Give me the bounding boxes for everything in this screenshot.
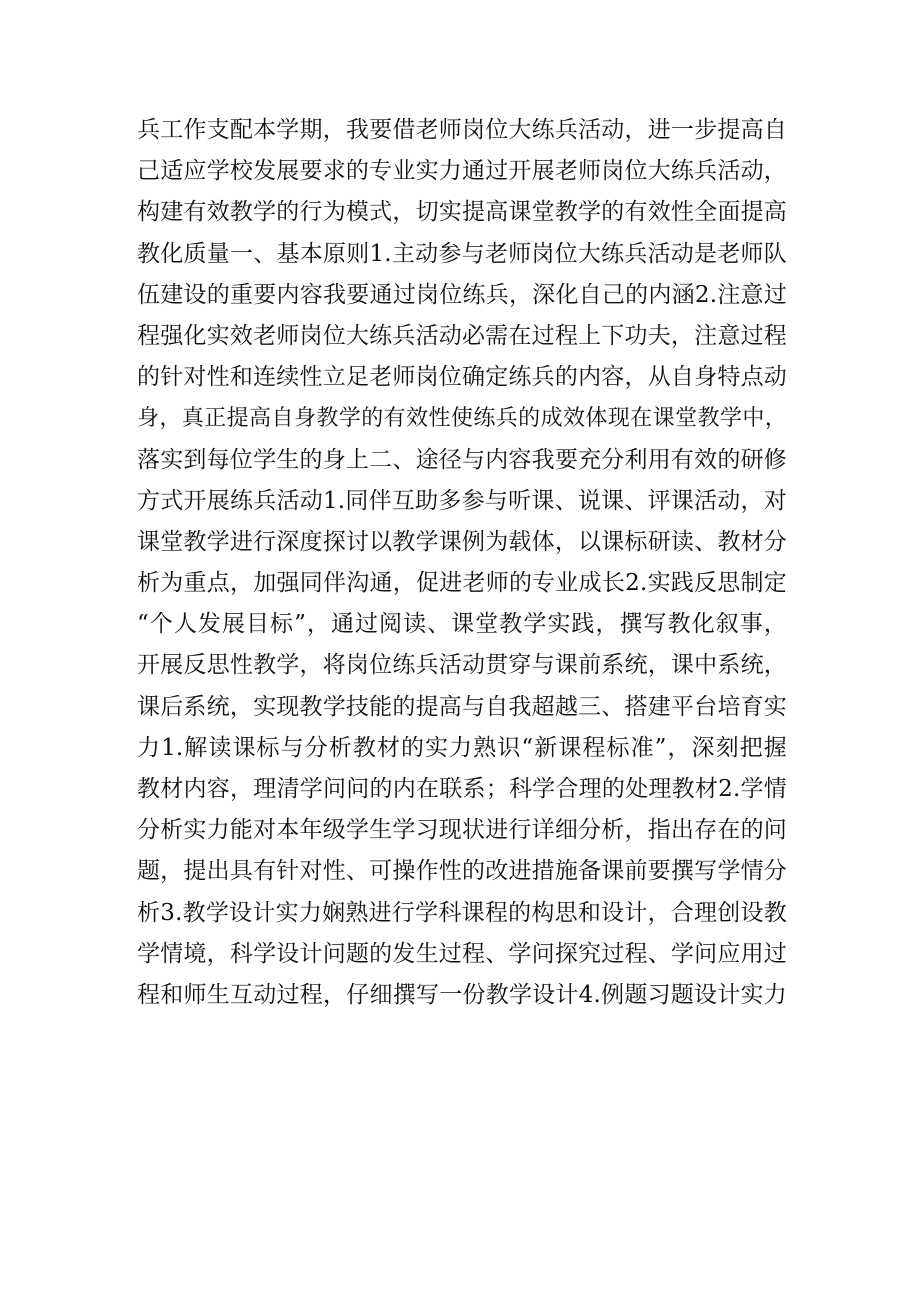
text-line: 兵工作支配本学期，我要借老师岗位大练兵活动，进一步提高自 [137,117,787,143]
text-line: 教材内容，理清学问问的内在联系；科学合理的处理教材2.学情 [137,776,787,802]
text-line: 构建有效教学的行为模式，切实提高课堂教学的有效性全面提高 [137,199,787,226]
body-text [137,110,787,1016]
text-line: 课堂教学进行深度探讨以教学课例为载体，以课标研读、教材分 [137,528,787,555]
text-line: 落实到每位学生的身上二、途径与内容我要充分利用有效的研修 [137,446,787,473]
text-line: 力1.解读课标与分析教材的实力熟识“新课程标准”，深刻把握 [137,734,787,761]
text-line: 己适应学校发展要求的专业实力通过开展老师岗位大练兵活动， [137,158,787,185]
text-line: 身，真正提高自身教学的有效性使练兵的成效体现在课堂教学中， [137,406,787,432]
text-line: 开展反思性教学，将岗位练兵活动贯穿与课前系统，课中系统， [137,652,787,679]
text-line: 题，提出具有针对性、可操作性的改进措施备课前要撰写学情分 [137,858,787,885]
text-line: 伍建设的重要内容我要通过岗位练兵，深化自己的内涵2.注意过 [137,281,787,308]
text-line: 析为重点，加强同伴沟通，促进老师的专业成长2.实践反思制定 [137,570,787,597]
text-line: 教化质量一、基本原则1.主动参与老师岗位大练兵活动是老师队 [137,240,787,267]
text-line: 析3.教学设计实力娴熟进行学科课程的构思和设计，合理创设教 [137,899,787,926]
text-line: “个人发展目标”，通过阅读、课堂教学实践，撰写教化叙事， [137,611,787,638]
text-line: 分析实力能对本年级学生学习现状进行详细分析，指出存在的问 [137,817,787,844]
text-line: 程和师生互动过程，仔细撰写一份教学设计4.例题习题设计实力 [137,981,787,1008]
text-line: 的针对性和连续性立足老师岗位确定练兵的内容，从自身特点动 [137,364,787,391]
text-line: 方式开展练兵活动1.同伴互助多参与听课、说课、评课活动，对 [137,487,787,514]
text-line: 课后系统，实现教学技能的提高与自我超越三、搭建平台培育实 [137,693,787,720]
text-line: 学情境，科学设计问题的发生过程、学问探究过程、学问应用过 [137,940,787,967]
text-line: 程强化实效老师岗位大练兵活动必需在过程上下功夫，注意过程 [137,322,787,349]
